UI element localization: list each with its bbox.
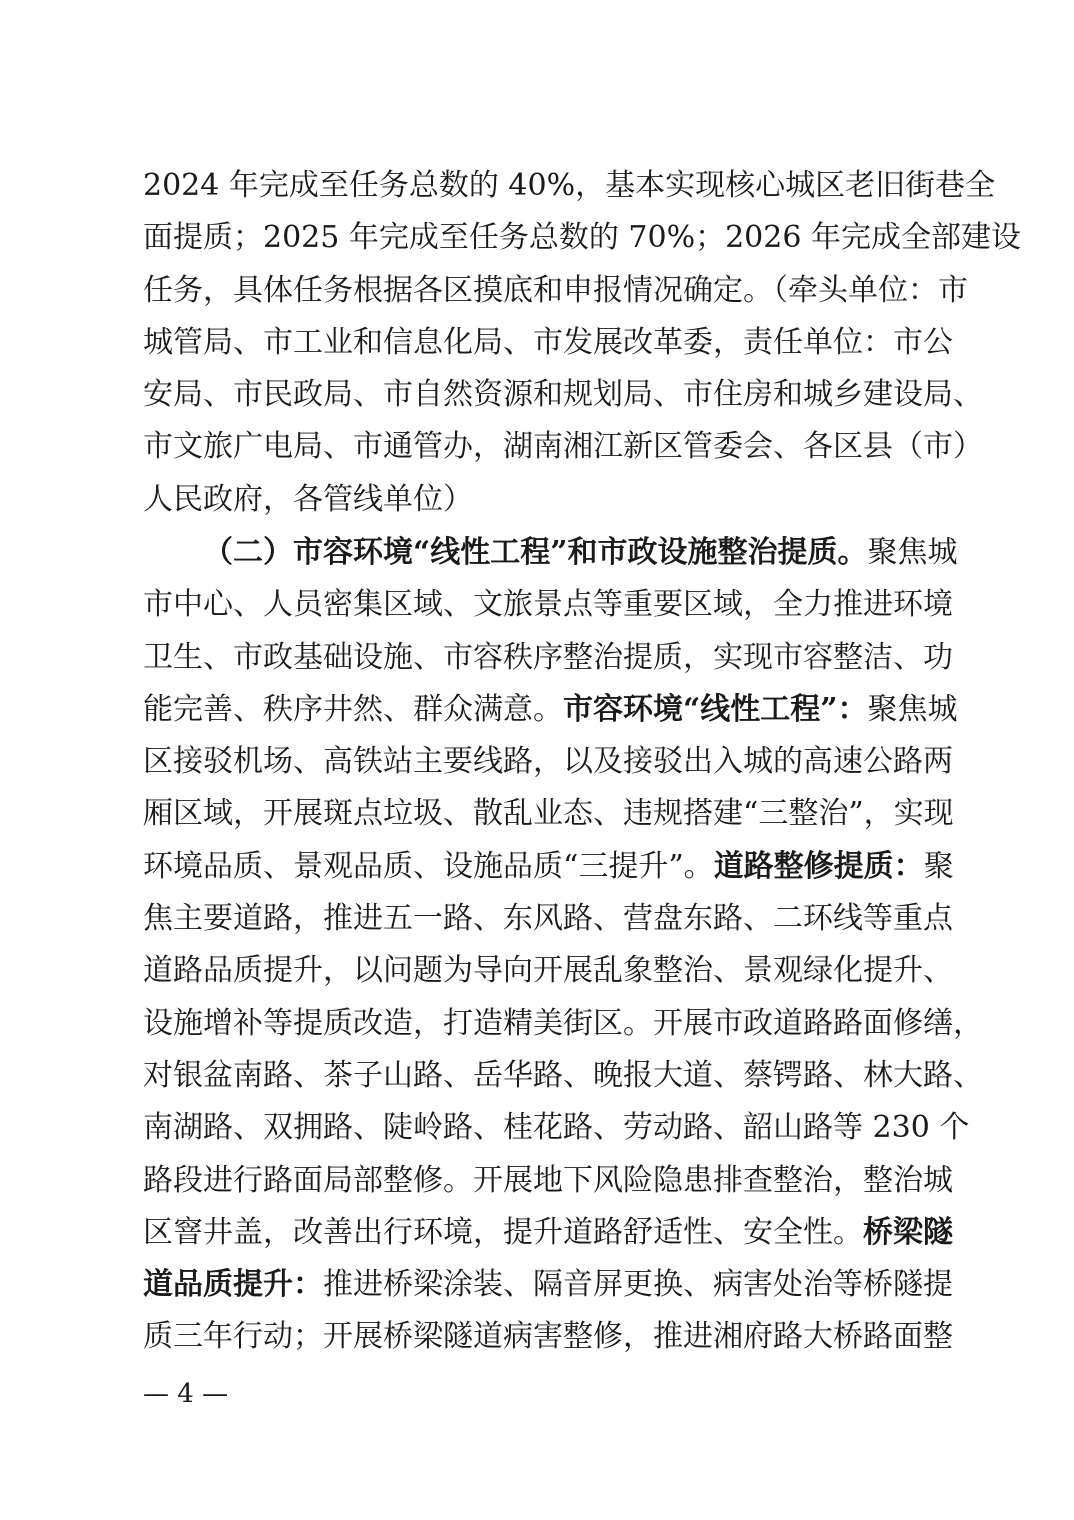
paragraph-line: 区接驳机场、高铁站主要线路，以及接驳出入城的高速公路两: [143, 744, 953, 780]
paragraph-text: 区窨井盖，改善出行环境，提升道路舒适性、安全性。: [143, 1214, 863, 1250]
paragraph-text: 聚焦城: [867, 535, 958, 570]
subsection-heading: 道路整修提质：: [713, 848, 924, 884]
paragraph-line: 人民政府，各管线单位）: [143, 481, 473, 517]
subsection-heading: 桥梁隧: [863, 1214, 953, 1250]
paragraph-text: 推进桥梁涂装、隔音屏更换、病害处治等桥隧提: [323, 1267, 953, 1303]
subsection-heading: 市容环境“线性工程”：: [563, 691, 868, 727]
paragraph-line: 安局、市民政局、市自然资源和规划局、市住房和城乡建设局、: [143, 377, 983, 413]
paragraph-line: 卫生、市政基础设施、市容秩序整治提质，实现市容整洁、功: [143, 639, 953, 675]
paragraph-line: 市中心、人员密集区域、文旅景点等重要区域，全力推进环境: [143, 587, 953, 623]
paragraph-line: 南湖路、双拥路、陡岭路、桂花路、劳动路、韶山路等 230 个: [143, 1110, 970, 1146]
paragraph-line: 厢区域，开展斑点垃圾、散乱业态、违规搭建“三整治”，实现: [143, 796, 954, 832]
paragraph-line: [143, 527, 958, 579]
paragraph-line: 2024 年完成至任务总数的 40%，基本实现核心城区老旧街巷全: [143, 168, 996, 203]
paragraph-line: 对银盆南路、茶子山路、岳华路、晚报大道、蔡锷路、林大路、: [143, 1057, 983, 1093]
section-heading: （二）市容环境“线性工程”和市政设施整治提质。: [203, 535, 868, 570]
paragraph-text: 能完善、秩序井然、群众满意。: [143, 691, 563, 727]
paragraph-line: 城管局、市工业和信息化局、市发展改革委，责任单位：市公: [143, 324, 953, 360]
paragraph-line: 任务，具体任务根据各区摸底和申报情况确定。（牵头单位：市: [143, 272, 968, 308]
paragraph-line: [143, 841, 954, 893]
paragraph-line: [143, 684, 958, 736]
paragraph-line: 面提质；2025 年完成至任务总数的 70%；2026 年完成全部建设: [143, 220, 1021, 256]
paragraph-text: 聚: [923, 848, 954, 884]
paragraph-task-targets: [143, 160, 1021, 526]
paragraph-line: [143, 1207, 953, 1259]
paragraph-line: 质三年行动；开展桥梁隧道病害整修，推进湘府路大桥路面整: [143, 1319, 953, 1355]
paragraph-city-appearance: [143, 527, 983, 1364]
paragraph-line: 市文旅广电局、市通管办，湖南湘江新区管委会、各区县（市）: [143, 429, 983, 465]
paragraph-text: 聚焦城: [867, 691, 958, 727]
paragraph-line: 路段进行路面局部整修。开展地下风险隐患排查整治，整治城: [143, 1162, 953, 1198]
paragraph-line: 焦主要道路，推进五一路、东风路、营盘东路、二环线等重点: [143, 901, 953, 937]
paragraph-line: 道路品质提升，以问题为导向开展乱象整治、景观绿化提升、: [143, 953, 953, 989]
paragraph-line: 设施增补等提质改造，打造精美街区。开展市政道路路面修缮，: [143, 1005, 983, 1041]
page-number: — 4 —: [143, 1379, 229, 1409]
paragraph-text: 环境品质、景观品质、设施品质“三提升”。: [143, 848, 714, 884]
subsection-heading: 道品质提升：: [143, 1267, 323, 1303]
paragraph-line: [143, 1259, 953, 1311]
